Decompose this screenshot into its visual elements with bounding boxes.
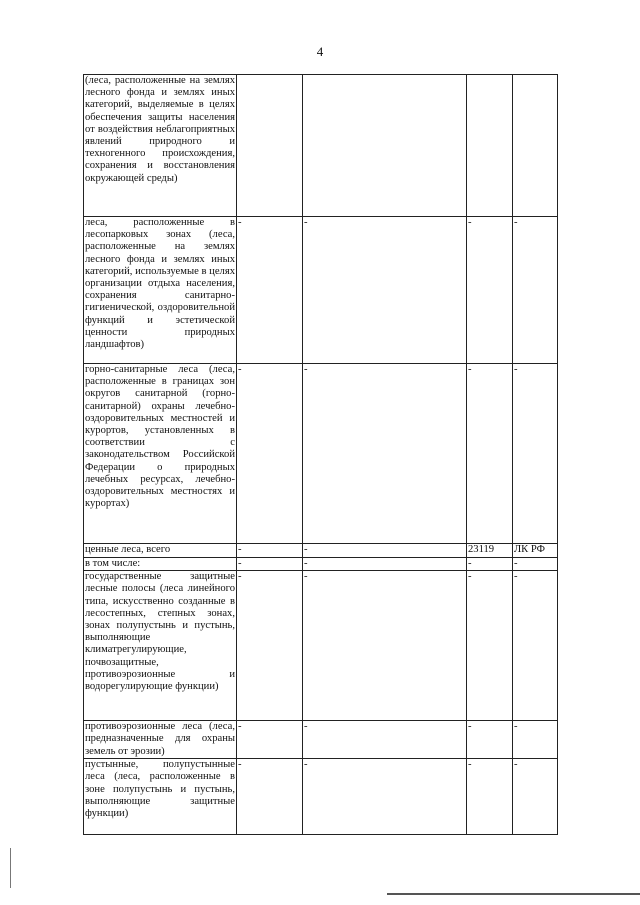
cell-col4: - [467,217,513,364]
table-row [84,558,558,571]
cell-col2: - [237,571,303,721]
row-description: пустынные, полупустынные леса (леса, расположенные в зоне полупустынь и пустынь, выполняющие защитные функции) [84,759,237,835]
table-row [84,759,558,835]
cell-col4: - [467,721,513,759]
row-description: ценные леса, всего [84,544,237,558]
scan-edge-mark [10,848,11,888]
cell-col5: - [513,571,558,721]
cell-col3: - [303,217,467,364]
row-description: противоэрозионные леса (леса, предназначенные для охраны земель от эрозии) [84,721,237,759]
cell-col2: - [237,721,303,759]
cell-col5 [513,75,558,217]
page-number: 4 [316,44,324,59]
cell-col5: - [513,364,558,544]
cell-col3: - [303,558,467,571]
table-row [84,721,558,759]
table-row [84,364,558,544]
cell-col2: - [237,544,303,558]
cell-col5: - [513,558,558,571]
table-row [84,75,558,217]
row-description: в том числе: [84,558,237,571]
cell-col4: - [467,558,513,571]
cell-col4: - [467,571,513,721]
row-description: государственные защитные лесные полосы (леса линейного типа, искусственно созданные в лесостепных, степных зонах, зонах полупустынь и пустынь, выполняющие климатрегулирующие, почвозащитные, противоэрозионные и водорегулирующие функции) [84,571,237,721]
cell-col3 [303,75,467,217]
cell-col5: - [513,721,558,759]
row-description: леса, расположенные в лесопарковых зонах (леса, расположенные на землях лесного фонда и землях иных категорий, используемые в целях организации отдыха населения, сохранения санитарно-гигиенической, оздоровительной функций и эстетической ценности природных ландшафтов) [84,217,237,364]
cell-col5: - [513,217,558,364]
cell-col4: - [467,759,513,835]
cell-col4: - [467,364,513,544]
table-row [84,217,558,364]
row-description: (леса, расположенные на землях лесного фонда и землях иных категорий, выделяемые в целях обеспечения защиты населения от воздействия неблагоприятных явлений природного и техногенного происхождения, сохранения и восстановления окружающей среды) [84,75,237,217]
cell-col2: - [237,364,303,544]
cell-col4 [467,75,513,217]
cell-col5: ЛК РФ [513,544,558,558]
row-description: горно-санитарные леса (леса, расположенные в границах зон округов санитарной (горно-санитарной) охраны лечебно-оздоровительных местностей и курортов, установленных в соответствии с законодательством Российской Федерации о природных лечебных ресурсах, лечебно-оздоровительных местностях и курортах) [84,364,237,544]
cell-col3: - [303,364,467,544]
cell-col3: - [303,721,467,759]
bottom-rule [387,893,640,895]
forest-category-table [83,74,558,835]
cell-col2: - [237,217,303,364]
cell-col4: 23119 [467,544,513,558]
cell-col3: - [303,571,467,721]
cell-col3: - [303,759,467,835]
cell-col5: - [513,759,558,835]
cell-col2: - [237,558,303,571]
cell-col2: - [237,759,303,835]
table-row [84,544,558,558]
cell-col2 [237,75,303,217]
table-row [84,571,558,721]
cell-col3: - [303,544,467,558]
